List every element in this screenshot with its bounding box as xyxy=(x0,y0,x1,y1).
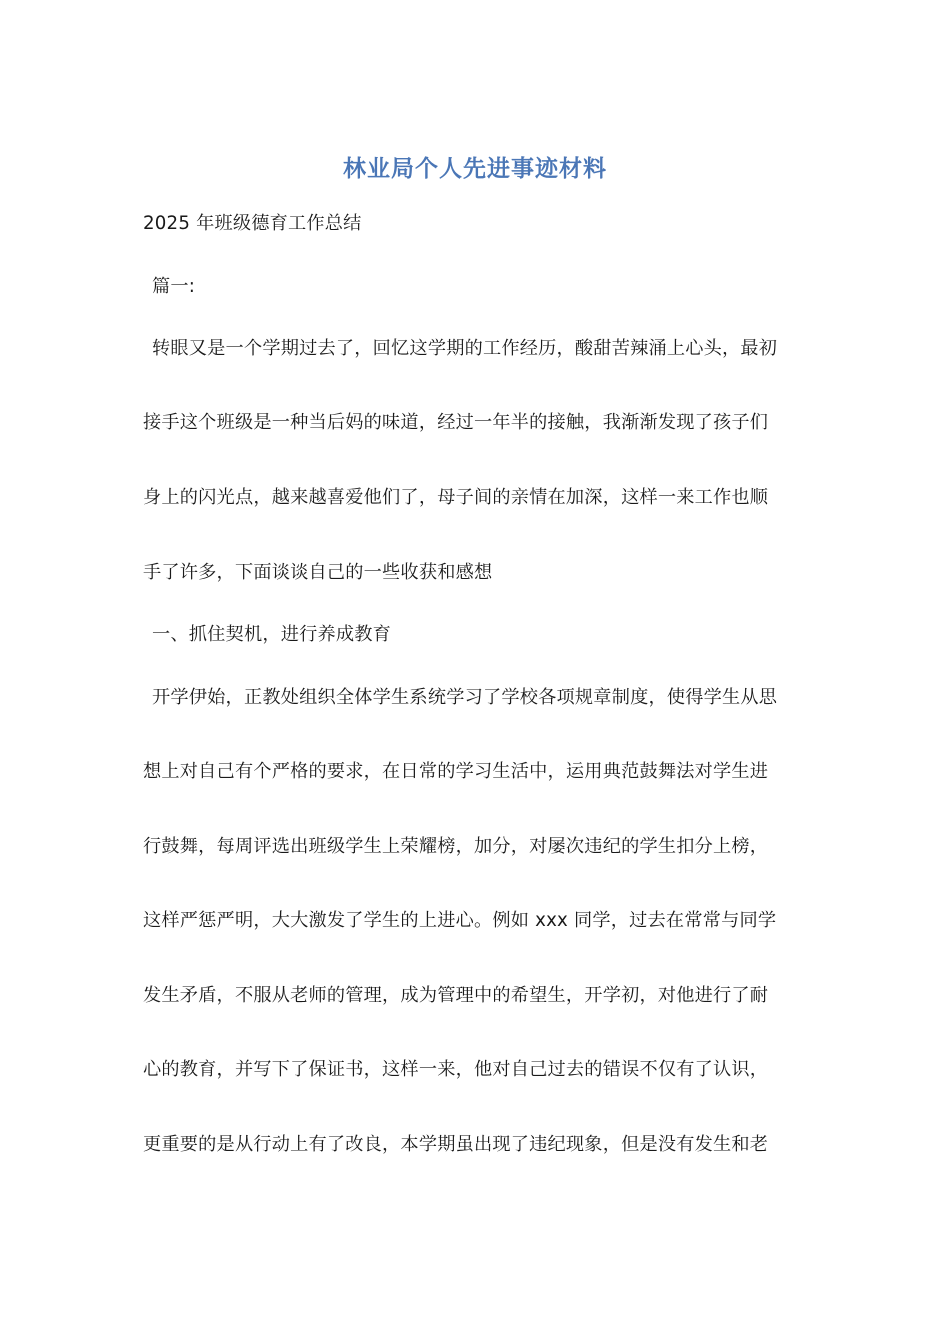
section-label: 篇一: xyxy=(152,276,196,297)
paragraph-line: 接手这个班级是一种当后妈的味道，经过一年半的接触，我渐渐发现了孩子们 xyxy=(143,412,769,433)
paragraph-line: 行鼓舞，每周评选出班级学生上荣耀榜，加分，对屡次违纪的学生扣分上榜， xyxy=(143,836,769,857)
paragraph-line: 想上对自己有个严格的要求，在日常的学习生活中，运用典范鼓舞法对学生进 xyxy=(143,761,769,782)
paragraph-line: 心的教育，并写下了保证书，这样一来，他对自己过去的错误不仅有了认识， xyxy=(143,1059,769,1080)
paragraph-line: 转眼又是一个学期过去了，回忆这学期的工作经历，酸甜苦辣涌上心头，最初 xyxy=(152,338,778,359)
paragraph-line: 开学伊始，正教处组织全体学生系统学习了学校各项规章制度，使得学生从思 xyxy=(152,687,778,708)
paragraph-line: 更重要的是从行动上有了改良，本学期虽出现了违纪现象，但是没有发生和老 xyxy=(143,1134,769,1155)
paragraph-line: 发生矛盾，不服从老师的管理，成为管理中的希望生，开学初，对他进行了耐 xyxy=(143,985,769,1006)
subtitle-line: 2025 年班级德育工作总结 xyxy=(143,213,362,234)
paragraph-line: 手了许多，下面谈谈自己的一些收获和感想 xyxy=(143,562,493,583)
paragraph-line: 身上的闪光点，越来越喜爱他们了，母子间的亲情在加深，这样一来工作也顺 xyxy=(143,487,769,508)
paragraph-line: 这样严惩严明，大大激发了学生的上进心。例如 xxx 同学，过去在常常与同学 xyxy=(143,910,777,931)
document-title: 林业局个人先进事迹材料 xyxy=(343,156,607,182)
section-heading: 一、抓住契机，进行养成教育 xyxy=(152,624,392,645)
